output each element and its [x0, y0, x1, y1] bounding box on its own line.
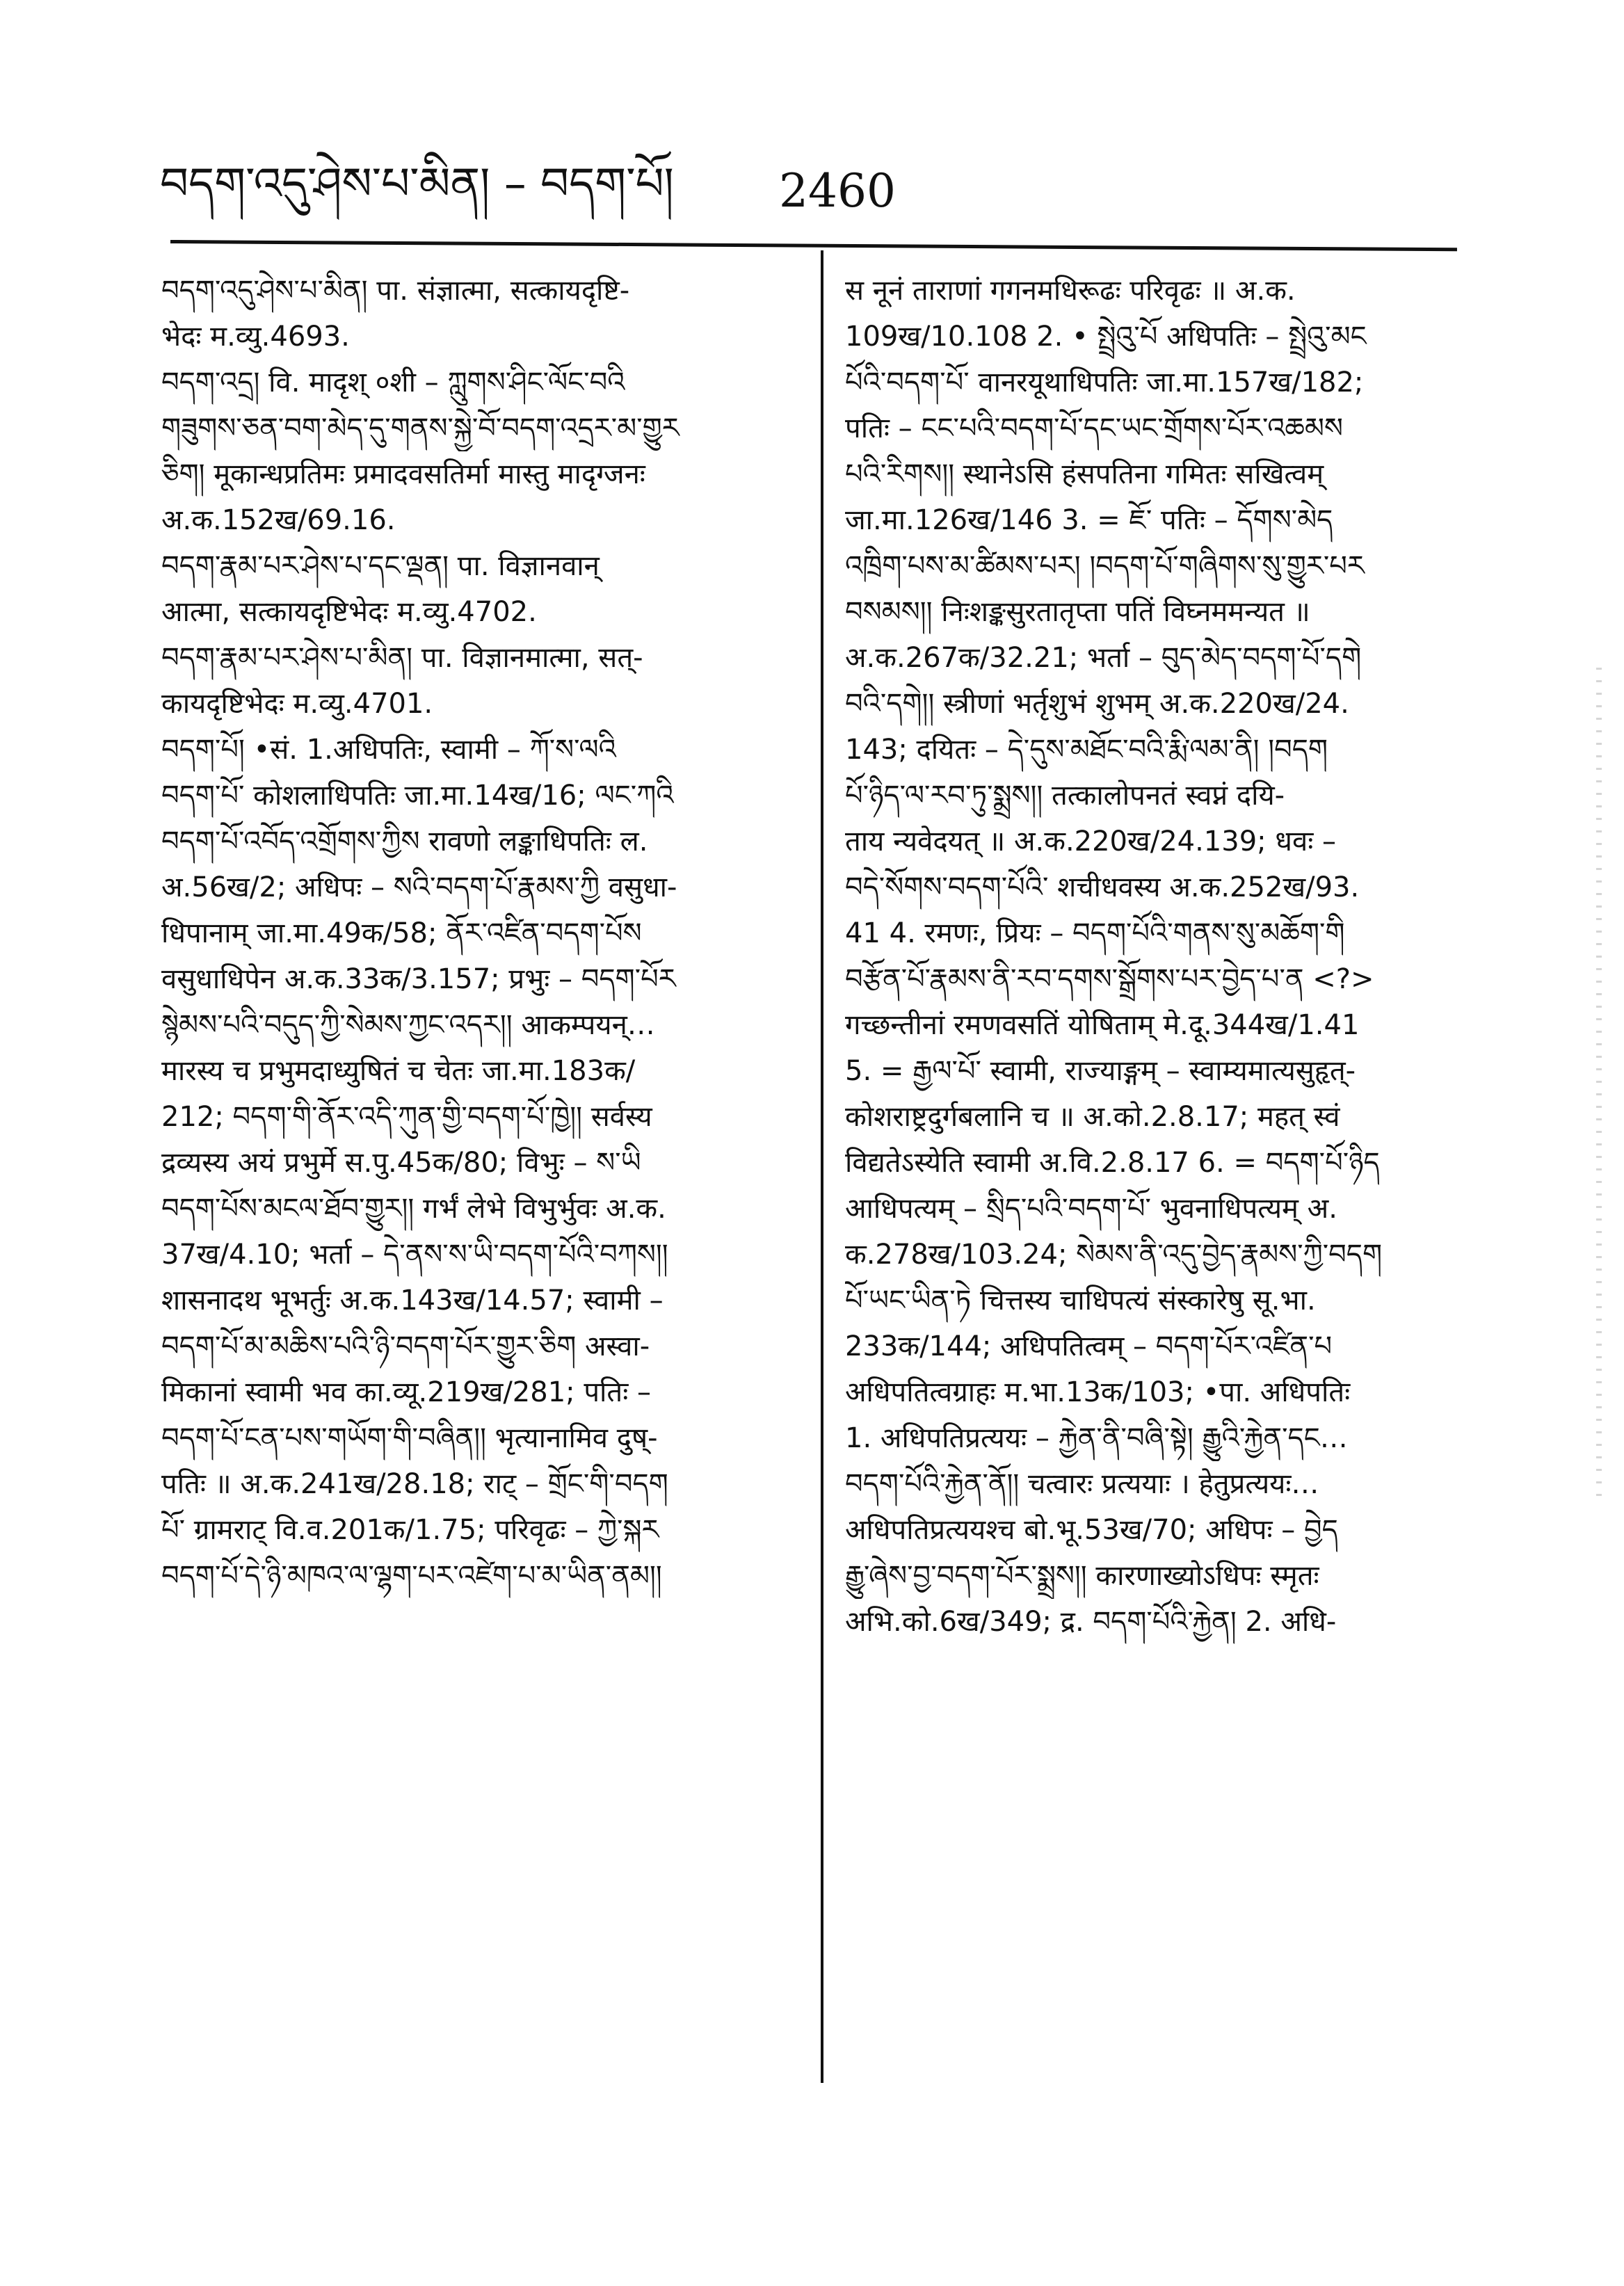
dictionary-line: བདག་པོའི་རྐྱེན་ནོ།། चत्वारः प्रत्ययाः । हेतुप्रत्ययः…	[845, 1468, 1319, 1500]
dictionary-line: क.278ख/103.24; སེམས་ནི་འདུ་བྱེད་རྣམས་ཀྱི་བདག	[845, 1239, 1383, 1271]
dictionary-line: བདག་པོ། •सं. 1.अधिपतिः, स्वामी – ཀོ་ས་ལའི	[161, 734, 616, 766]
dictionary-line: अ.क.267क/32.21; भर्ता – བུད་མེད་བདག་པོ་དགེ	[845, 642, 1362, 674]
dictionary-line: བདག་འདུ་ཤེས་པ་མིན། पा. संज्ञात्मा, सत्कायदृष्टि-	[161, 275, 630, 307]
right-column	[845, 268, 1443, 2104]
dictionary-line: པོ་ ग्रामराट् वि.व.201क/1.75; परिवृढः – ཀྱེ་སྐར	[161, 1514, 659, 1546]
dictionary-line: པོ་ཉིད་ལ་རབ་ཏུ་སྨྲས།། तत्कालोपनतं स्वप्नं दयि-	[845, 780, 1285, 812]
dictionary-line: བདག་འདྲ། वि. मादृश् ०शी – ཀླུགས་ཤིང་ལོང་བའི	[161, 367, 625, 399]
dictionary-line: अधिपतिप्रत्ययश्च बो.भू.53ख/70; अधिपः – བྱེད	[845, 1514, 1338, 1546]
header-rule	[170, 240, 1457, 251]
dictionary-line: स नूनं ताराणां गगनमधिरूढः परिवृढः ॥ अ.क.	[845, 275, 1296, 307]
dictionary-line: བསམས།། निःशङ्कसुरतातृप्ता पतिं विघ्नममन्यत ॥	[845, 596, 1310, 628]
dictionary-line: པོའི་བདག་པོ་ वानरयूथाधिपतिः जा.मा.157ख/182;	[845, 367, 1364, 399]
dictionary-line: ताय न्यवेदयत् ॥ अ.क.220ख/24.139; धवः –	[845, 826, 1336, 858]
dictionary-line: पतिः – ངང་པའི་བདག་པོ་དང་ཡང་གྲོགས་པོར་འཆམས	[845, 412, 1343, 444]
dictionary-line: जा.मा.126ख/146 3. = ཇོ་ पतिः – དོགས་མེད	[845, 504, 1333, 536]
column-divider	[821, 250, 823, 2083]
dictionary-line: རྒྱུ་ཞེས་བྱ་བདག་པོར་སྨྲས།། कारणाख्योऽधिपः स्मृतः	[845, 1560, 1319, 1592]
dictionary-line: བདག་པོས་མངལ་ཐོབ་གྱུར།། गर्भं लेभे विभुर्भुवः अ.क.	[161, 1193, 666, 1225]
left-column	[161, 268, 791, 2104]
dictionary-line: आत्मा, सत्कायदृष्टिभेदः म.व्यु.4702.	[161, 596, 537, 628]
dictionary-line: अभि.को.6ख/349; द्र. བདག་པོའི་རྐྱེན། 2. अधि-	[845, 1606, 1337, 1638]
dictionary-line: आधिपत्यम् – སྲིད་པའི་བདག་པོ་ भुवनाधिपत्यम् अ.	[845, 1193, 1337, 1225]
dictionary-line: བའི་དགེ།། स्त्रीणां भर्तृशुभं शुभम् अ.क.220ख/24.	[845, 688, 1349, 720]
dictionary-line: द्रव्यस्य अयं प्रभुर्मे स.पु.45क/80; विभुः – ས་ཡི	[161, 1147, 641, 1179]
dictionary-line: སྙེམས་པའི་བདུད་ཀྱི་སེམས་ཀྱང་འདར།། आकम्पयन्…	[161, 1009, 655, 1041]
page-number: 2460	[779, 164, 896, 218]
dictionary-line: 233क/144; अधिपतित्वम् – བདག་པོར་འཛིན་པ	[845, 1330, 1333, 1362]
dictionary-line: 109ख/10.108 2. • སྤྲེའུ་པོ अधिपतिः – སྤྲེའུ་མང	[845, 321, 1367, 353]
dictionary-line: པའི་རིགས།། स्थानेऽसि हंसपतिना गमितः सखित्वम्	[845, 458, 1324, 490]
dictionary-line: བདེ་སོགས་བདག་པོའི་ शचीधवस्य अ.क.252ख/93.	[845, 871, 1360, 903]
dictionary-line: पतिः ॥ अ.क.241ख/28.18; राट् – གྲོང་གི་བདག	[161, 1468, 668, 1500]
scan-edge-noise	[1596, 668, 1602, 1502]
dictionary-line: गच्छन्तीनां रमणवसतिं योषिताम् मे.दू.344ख/1.41	[845, 1009, 1360, 1041]
dictionary-line: विद्यतेऽस्येति स्वामी अ.वि.2.8.17 6. = བདག་པོ་ཉིད	[845, 1147, 1380, 1179]
dictionary-line: वसुधाधिपेन अ.क.33क/3.157; प्रभुः – བདག་པོར	[161, 963, 676, 995]
dictionary-line: པོ་ཡང་ཡིན་ཏེ चित्तस्य चाधिपत्यं संस्कारेषु सू.भा.	[845, 1285, 1316, 1317]
dictionary-line: 37ख/4.10; भर्ता – དེ་ནས་ས་ཡི་བདག་པོའི་བཀས།།	[161, 1239, 668, 1271]
running-head: བདག་འདུ་ཤེས་པ་མིན། – བདག་པོ།	[160, 159, 674, 210]
dictionary-line: शासनादथ भूभर्तुः अ.क.143ख/14.57; स्वामी –	[161, 1285, 664, 1317]
dictionary-line: ཅིག། मूकान्धप्रतिमः प्रमादवसतिर्मा मास्तु मादृग्जनः	[161, 458, 645, 490]
dictionary-line: 5. = རྒྱལ་པོ་ स्वामी, राज्याङ्गम् – स्वाम्यमात्यसुहृत्-	[845, 1055, 1356, 1087]
dictionary-line: བདག་པོ་དེ་ཉི་མཁའ་ལ་ལྷག་པར་འཛེག་པ་མ་ཡིན་ནམ།།	[161, 1560, 662, 1592]
dictionary-line: བདག་རྣམ་པར་ཤེས་པ་དང་ལྡན། पा. विज्ञानवान्	[161, 550, 600, 582]
dictionary-line: 143; दयितः – དེ་དུས་མཐོང་བའི་རྨི་ལམ་ནི། །བདག	[845, 734, 1328, 766]
dictionary-line: 41 4. रमणः, प्रियः – བདག་པོའི་གནས་སུ་མཆོག་གི	[845, 917, 1345, 949]
dictionary-line: भेदः म.व्यु.4693.	[161, 321, 350, 353]
dictionary-line: मारस्य च प्रभुमदाध्युषितं च चेतः जा.मा.183क/	[161, 1055, 636, 1087]
dictionary-line: कोशराष्ट्रदुर्गबलानि च ॥ अ.को.2.8.17; महत् स्वं	[845, 1101, 1340, 1133]
dictionary-line: བདག་པོ་མ་མཆིས་པའི་ཉི་བདག་པོར་གྱུར་ཅིག अस्वा-	[161, 1330, 650, 1362]
dictionary-line: བདག་རྣམ་པར་ཤེས་པ་མིན། पा. विज्ञानमात्मा, सत्-	[161, 642, 643, 674]
dictionary-line: འཁྲིག་པས་མ་ཚིམས་པར། །བདག་པོ་གཞིགས་སུ་གྱུར་པར	[845, 550, 1365, 582]
dictionary-line: अधिपतित्वग्राहः म.भा.13क/103; •पा. अधिपतिः	[845, 1376, 1351, 1408]
dictionary-line: धिपानाम् जा.मा.49क/58; ནོར་འཛིན་བདག་པོས	[161, 917, 642, 949]
dictionary-line: अ.56ख/2; अधिपः – སའི་བདག་པོ་རྣམས་ཀྱི वसुधा-	[161, 871, 677, 903]
dictionary-line: 212; བདག་གི་ནོར་འདི་ཀུན་གྱི་བདག་པོ་ཁྱེ།། सर्वस्य	[161, 1101, 652, 1133]
dictionary-line: བདག་པོ་ कोशलाधिपतिः जा.मा.14ख/16; ལང་ཀའི	[161, 780, 674, 812]
dictionary-line: 1. अधिपतिप्रत्ययः – རྐྱེན་ནི་བཞི་སྟེ། རྒྱུའི་རྐྱེན་དང…	[845, 1422, 1348, 1454]
dictionary-line: བདག་པོ་ངན་པས་གཡོག་གི་བཞིན།། भृत्यानामिव दुष्-	[161, 1422, 658, 1454]
dictionary-line: བརྩོན་པོ་རྣམས་ནི་རབ་དགས་སྒྲོགས་པར་བྱེད་པ་ན <?>	[845, 963, 1374, 995]
dictionary-line: मिकानां स्वामी भव का.व्यू.219ख/281; पतिः –	[161, 1376, 652, 1408]
dictionary-line: བདག་པོ་འབོད་འགྲོགས་ཀྱིས रावणो लङ्काधिपतिः ल.	[161, 826, 648, 858]
dictionary-line: གཟུགས་ཅན་བག་མེད་དུ་གནས་སྐྱེ་བོ་བདག་འདྲར་མ་གྱུར	[161, 412, 680, 444]
dictionary-line: अ.क.152ख/69.16.	[161, 504, 396, 536]
dictionary-line: कायदृष्टिभेदः म.व्यु.4701.	[161, 688, 433, 720]
